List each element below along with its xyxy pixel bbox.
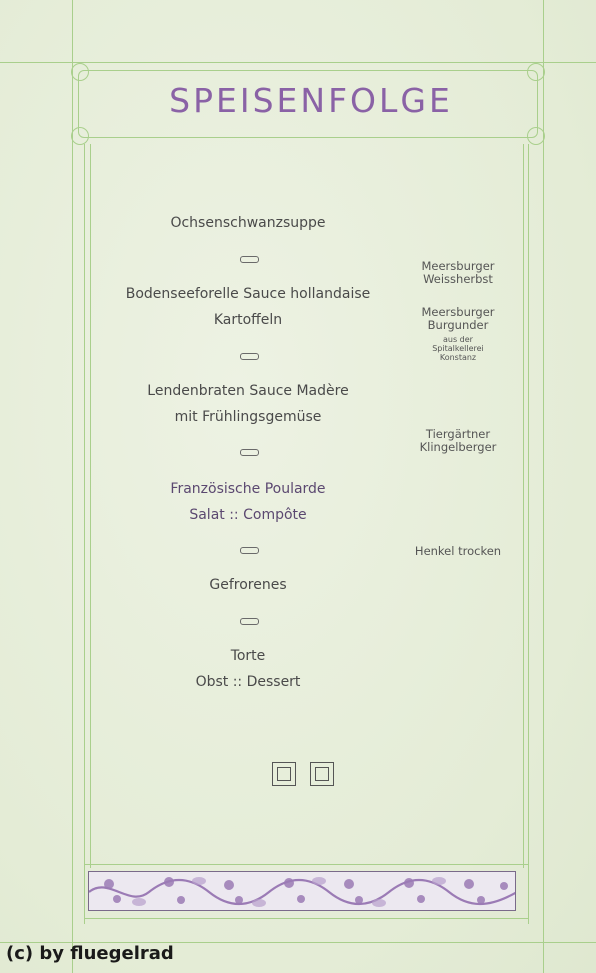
wine-line: Burgunder: [427, 318, 489, 332]
vine-ornament-icon: [89, 872, 516, 911]
frame-line: [528, 144, 529, 924]
corner-ornament: [71, 63, 89, 81]
course-4: [88, 476, 408, 528]
frame-line: [543, 0, 544, 973]
course-separator: [240, 547, 259, 554]
decorative-square-icon: [272, 762, 296, 786]
wine-note-line: Konstanz: [439, 353, 477, 362]
course-line: mit Frühlingsgemüse: [174, 409, 322, 425]
page-title: SPEISENFOLGE: [169, 81, 453, 120]
frame-line: [0, 62, 596, 63]
course-separator: [240, 618, 259, 625]
course-separator: [240, 353, 259, 360]
course-1: [88, 210, 408, 236]
course-3: [88, 378, 408, 430]
decorative-square-icon: [310, 762, 334, 786]
wine-1: [400, 260, 516, 286]
course-line: Ochsenschwanzsuppe: [170, 215, 326, 231]
corner-ornament: [527, 63, 545, 81]
course-5: [88, 572, 408, 598]
frame-line: [84, 918, 529, 919]
wine-line: Klingelberger: [419, 440, 497, 454]
wine-note-line: Spitalkellerei: [432, 344, 484, 353]
corner-ornament: [71, 127, 89, 145]
wine-line: Meersburger: [421, 305, 495, 319]
course-6: [88, 643, 408, 695]
course-separator: [240, 449, 259, 456]
corner-ornament: [527, 127, 545, 145]
wine-line: Tiergärtner: [425, 427, 491, 441]
course-line: Bodenseeforelle Sauce hollandaise: [125, 286, 371, 302]
course-line: Kartoffeln: [213, 312, 283, 328]
wine-2-note: [400, 335, 516, 362]
wine-line: Weissherbst: [423, 272, 493, 286]
course-line: Lendenbraten Sauce Madère: [147, 383, 349, 399]
wine-note-line: aus der: [443, 335, 473, 344]
wine-3: [400, 428, 516, 454]
wine-line: Henkel trocken: [414, 544, 502, 558]
ornamental-band: [88, 871, 516, 911]
course-line: Salat :: Compôte: [189, 507, 307, 523]
course-line: Gefrorenes: [209, 577, 287, 593]
wine-line: Meersburger: [421, 259, 495, 273]
course-2: [88, 281, 408, 333]
course-separator: [240, 256, 259, 263]
course-line: Französische Poularde: [170, 481, 326, 497]
course-line: Torte: [230, 648, 266, 664]
course-line: Obst :: Dessert: [195, 674, 301, 690]
copyright-credit: (c) by fluegelrad: [6, 943, 174, 964]
frame-line: [84, 144, 85, 924]
wine-4: [400, 545, 516, 558]
frame-line: [72, 0, 73, 973]
wine-2: [400, 306, 516, 332]
